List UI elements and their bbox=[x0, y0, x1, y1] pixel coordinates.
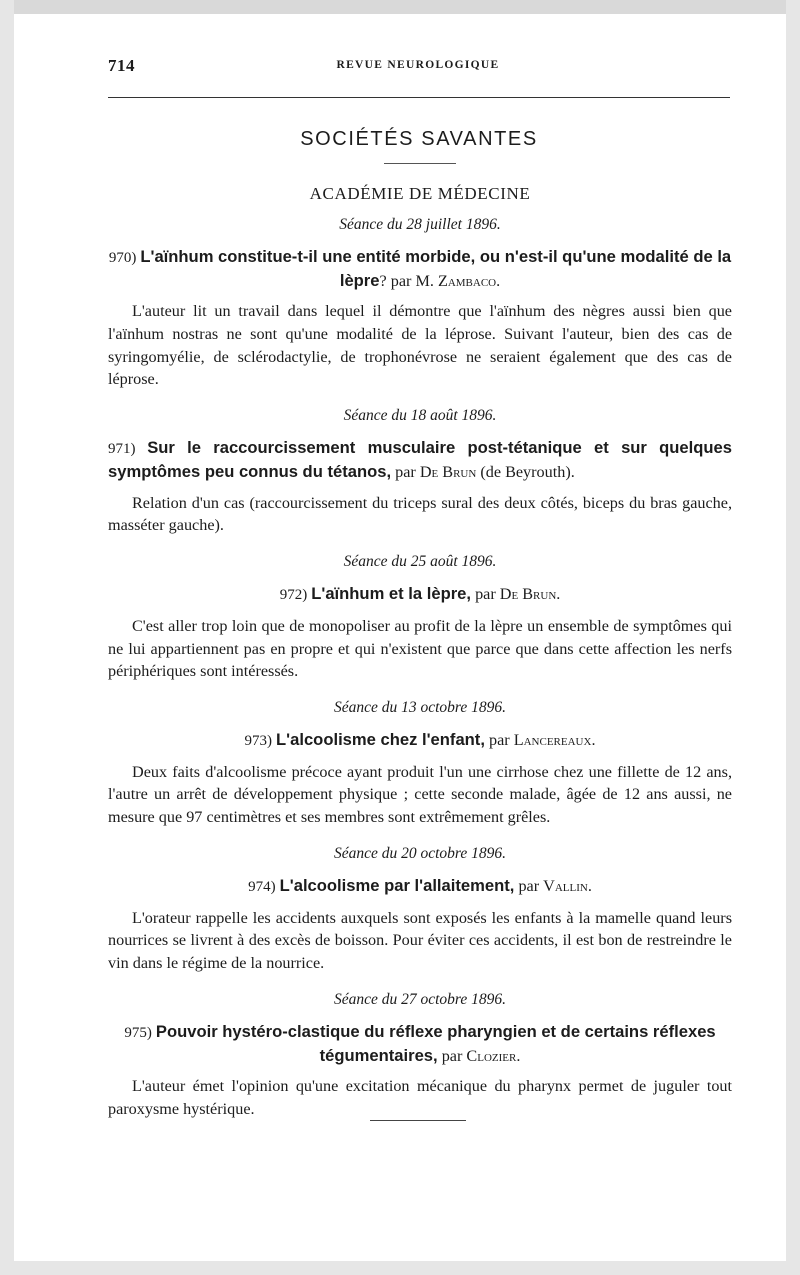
entry-number: 974) bbox=[248, 879, 276, 896]
entry-number: 971) bbox=[108, 441, 136, 458]
entry-summary: Relation d'un cas (raccourcissement du triceps sural des deux côtés, biceps du bras gauche, masséter gauche). bbox=[108, 493, 732, 535]
entry-number: 973) bbox=[244, 733, 272, 750]
seance-date: Séance du 20 octobre 1896. bbox=[333, 844, 507, 862]
seance-date: Séance du 13 octobre 1896. bbox=[333, 698, 507, 716]
entry-byline: par bbox=[514, 877, 544, 896]
entry-number: 970) bbox=[108, 250, 137, 267]
entry-heading-975 bbox=[108, 1021, 732, 1067]
seance-date: Séance du 18 août 1896. bbox=[343, 406, 497, 424]
entry-heading-970 bbox=[108, 246, 732, 292]
running-head: REVUE NEUROLOGIQUE bbox=[336, 59, 500, 71]
entry-byline: par bbox=[437, 1046, 467, 1065]
entry-author: Vallin. bbox=[543, 877, 592, 896]
scan-border-right bbox=[786, 0, 800, 1275]
entry-author: Zambaco. bbox=[437, 271, 501, 290]
entry-byline: par bbox=[471, 585, 500, 604]
entry-affiliation: (de Beyrouth). bbox=[476, 462, 575, 481]
entry-author: De Brun bbox=[419, 462, 477, 481]
article-body bbox=[108, 183, 732, 1135]
end-rule bbox=[370, 1120, 466, 1121]
entry-number: 975) bbox=[124, 1025, 152, 1042]
entry-heading-972 bbox=[108, 583, 732, 607]
scan-border-left bbox=[0, 0, 14, 1275]
entry-title: L'alcoolisme par l'allaitement, bbox=[279, 876, 515, 896]
entry-summary: L'auteur lit un travail dans lequel il démontre que l'aïnhum des nègres aussi bien que l'aïnhum nostras ne sont qu'une modalité de la léprose. Suivant l'auteur, bien des cas de syringomyélie, de sclérodactylie, de trophonévrose ne seraient également que des cas de léprose. bbox=[108, 302, 732, 389]
entry-summary: L'auteur émet l'opinion qu'une excitation mécanique du pharynx permet de juguler tout paroxysme hystérique. bbox=[108, 1077, 732, 1118]
entry-title: Sur le raccourcissement musculaire post-tétanique et sur quelques symptômes peu connus du tétanos, bbox=[108, 438, 733, 481]
scan-border-bottom bbox=[0, 1261, 800, 1275]
entry-number: 972) bbox=[279, 587, 308, 604]
entry-author: Clozier. bbox=[466, 1046, 521, 1065]
entry-heading-971 bbox=[108, 437, 732, 483]
title-divider bbox=[384, 163, 456, 164]
scan-border-top bbox=[0, 0, 800, 14]
entry-summary: Deux faits d'alcoolisme précoce ayant produit l'un une cirrhose chez une fillette de 12 ans, l'autre un arrêt de développement physique ; cette seconde malade, âgée de 12 ans aussi, ne mesure que 97 centimètres et ses membres sont extrêmement grêles. bbox=[108, 762, 732, 827]
page-number: 714 bbox=[108, 56, 135, 75]
seance-date: Séance du 28 juillet 1896. bbox=[339, 215, 501, 233]
entry-byline: par bbox=[391, 462, 420, 481]
page-header bbox=[108, 56, 728, 78]
seance-date: Séance du 27 octobre 1896. bbox=[333, 990, 507, 1008]
section-title: SOCIÉTÉS SAVANTES bbox=[300, 128, 538, 150]
entry-heading-973 bbox=[108, 729, 732, 753]
entry-title: L'aïnhum et la lèpre, bbox=[311, 584, 472, 604]
entry-summary: C'est aller trop loin que de monopoliser au profit de la lèpre un ensemble de symptômes qui ne lui appartiennent pas en propre et qui n'existent que parce que dans cette affection les nerfs périphériques sont intéressés. bbox=[108, 616, 732, 681]
entry-byline: par bbox=[484, 731, 514, 750]
entry-heading-974 bbox=[108, 875, 732, 899]
seance-date: Séance du 25 août 1896. bbox=[343, 552, 497, 570]
academy-heading: ACADÉMIE DE MÉDECINE bbox=[309, 184, 531, 203]
entry-author: De Brun. bbox=[499, 585, 561, 604]
entry-title: Pouvoir hystéro-clastique du réflexe pharyngien et de certains réflexes tégumentaires, bbox=[155, 1022, 716, 1065]
entry-title: L'alcoolisme chez l'enfant, bbox=[276, 730, 485, 750]
entry-title: L'aïnhum constitue-t-il une entité morbide, ou n'est-il qu'une modalité de la lèpre bbox=[140, 247, 732, 290]
entry-byline: ? par M. bbox=[379, 271, 438, 290]
entry-author: Lancereaux. bbox=[513, 731, 596, 750]
entry-summary: L'orateur rappelle les accidents auxquels sont exposés les enfants à la mamelle quand leurs nourrices se livrent à des excès de boisson. Pour éviter ces accidents, il est bon de restreindre le vin dans le régime de la nourrice. bbox=[108, 908, 732, 973]
header-rule bbox=[108, 97, 730, 98]
